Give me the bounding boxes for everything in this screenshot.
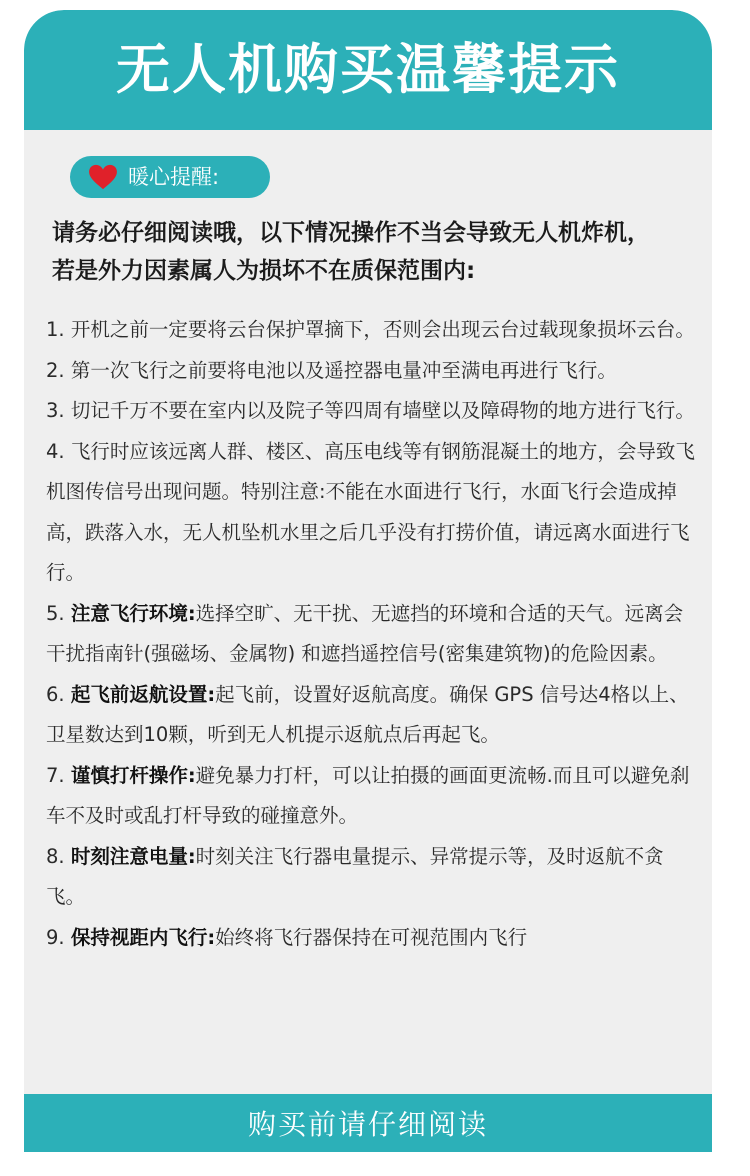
footer-banner xyxy=(24,1094,712,1152)
tip-text: 飞行时应该远离人群、楼区、高压电线等有钢筋混凝土的地方，会导致飞机图传信号出现问题。特别注意:不能在水面进行飞行，水面飞行会造成掉高，跌落入水，无人机坠机水里之后几乎没有打捞价值，请远离水面进行飞行。 xyxy=(46,439,695,584)
tip-text: 避免暴力打杆，可以让拍摄的画面更流畅.而且可以避免刹车不及时或乱打杆导致的碰撞意外。 xyxy=(46,763,690,827)
intro-line: 请务必仔细阅读哦，以下情况操作不当会导致无人机炸机， xyxy=(52,220,650,246)
header-banner xyxy=(24,10,712,130)
tip-number: 3. xyxy=(46,399,71,422)
tip-number: 8. xyxy=(46,844,71,868)
tip-text: 始终将飞行器保持在可视范围内飞行 xyxy=(215,925,528,949)
tip-item xyxy=(46,594,696,675)
tip-heading: 注意飞行环境: xyxy=(70,601,196,625)
tip-number: 6. xyxy=(46,682,71,706)
tip-number: 9. xyxy=(46,925,71,949)
tip-heading: 谨慎打杆操作: xyxy=(70,763,196,787)
tip-number: 5. xyxy=(46,601,71,625)
notice-card xyxy=(24,10,712,1094)
intro-line: 若是外力因素属人为损坏不在质保范围内: xyxy=(52,258,476,284)
tip-item xyxy=(46,837,696,918)
tip-item xyxy=(46,918,696,959)
tip-item xyxy=(46,756,696,837)
tip-text: 切记千万不要在室内以及院子等四周有墙壁以及障碍物的地方进行飞行。 xyxy=(70,399,695,422)
tip-number: 7. xyxy=(46,763,71,787)
page-title: 无人机购买温馨提示 xyxy=(116,38,620,101)
tip-number: 1. xyxy=(46,318,71,341)
heart-icon xyxy=(88,164,118,190)
tip-text: 选择空旷、无干扰、无遮挡的环境和合适的天气。远离会干扰指南针(强磁场、金属物) 和遮挡遥控信号(密集建筑物)的危险因素。 xyxy=(46,601,684,665)
tips-list xyxy=(46,310,696,958)
tip-item xyxy=(46,432,696,594)
tip-item xyxy=(46,351,696,392)
intro-text xyxy=(52,214,692,290)
tip-heading: 时刻注意电量: xyxy=(70,844,196,868)
notice-badge xyxy=(70,156,270,198)
tip-heading: 起飞前返航设置: xyxy=(70,682,216,706)
tip-item xyxy=(46,310,696,351)
tip-item xyxy=(46,675,696,756)
footer-label: 购买前请仔细阅读 xyxy=(247,1108,488,1141)
tip-item xyxy=(46,391,696,432)
notice-label: 暖心提醒: xyxy=(128,165,220,189)
tip-heading: 保持视距内飞行: xyxy=(70,925,216,949)
tip-text: 第一次飞行之前要将电池以及遥控器电量冲至满电再进行飞行。 xyxy=(70,358,617,382)
tip-text: 时刻关注飞行器电量提示、异常提示等，及时返航不贪飞。 xyxy=(46,844,664,908)
tip-text: 起飞前，设置好返航高度。确保 GPS 信号达4格以上、卫星数达到10颗，听到无人机提示返航点后再起飞。 xyxy=(46,682,689,746)
tip-number: 4. xyxy=(46,439,71,463)
tip-number: 2. xyxy=(46,358,71,382)
tip-text: 开机之前一定要将云台保护罩摘下，否则会出现云台过载现象损坏云台。 xyxy=(70,318,695,341)
